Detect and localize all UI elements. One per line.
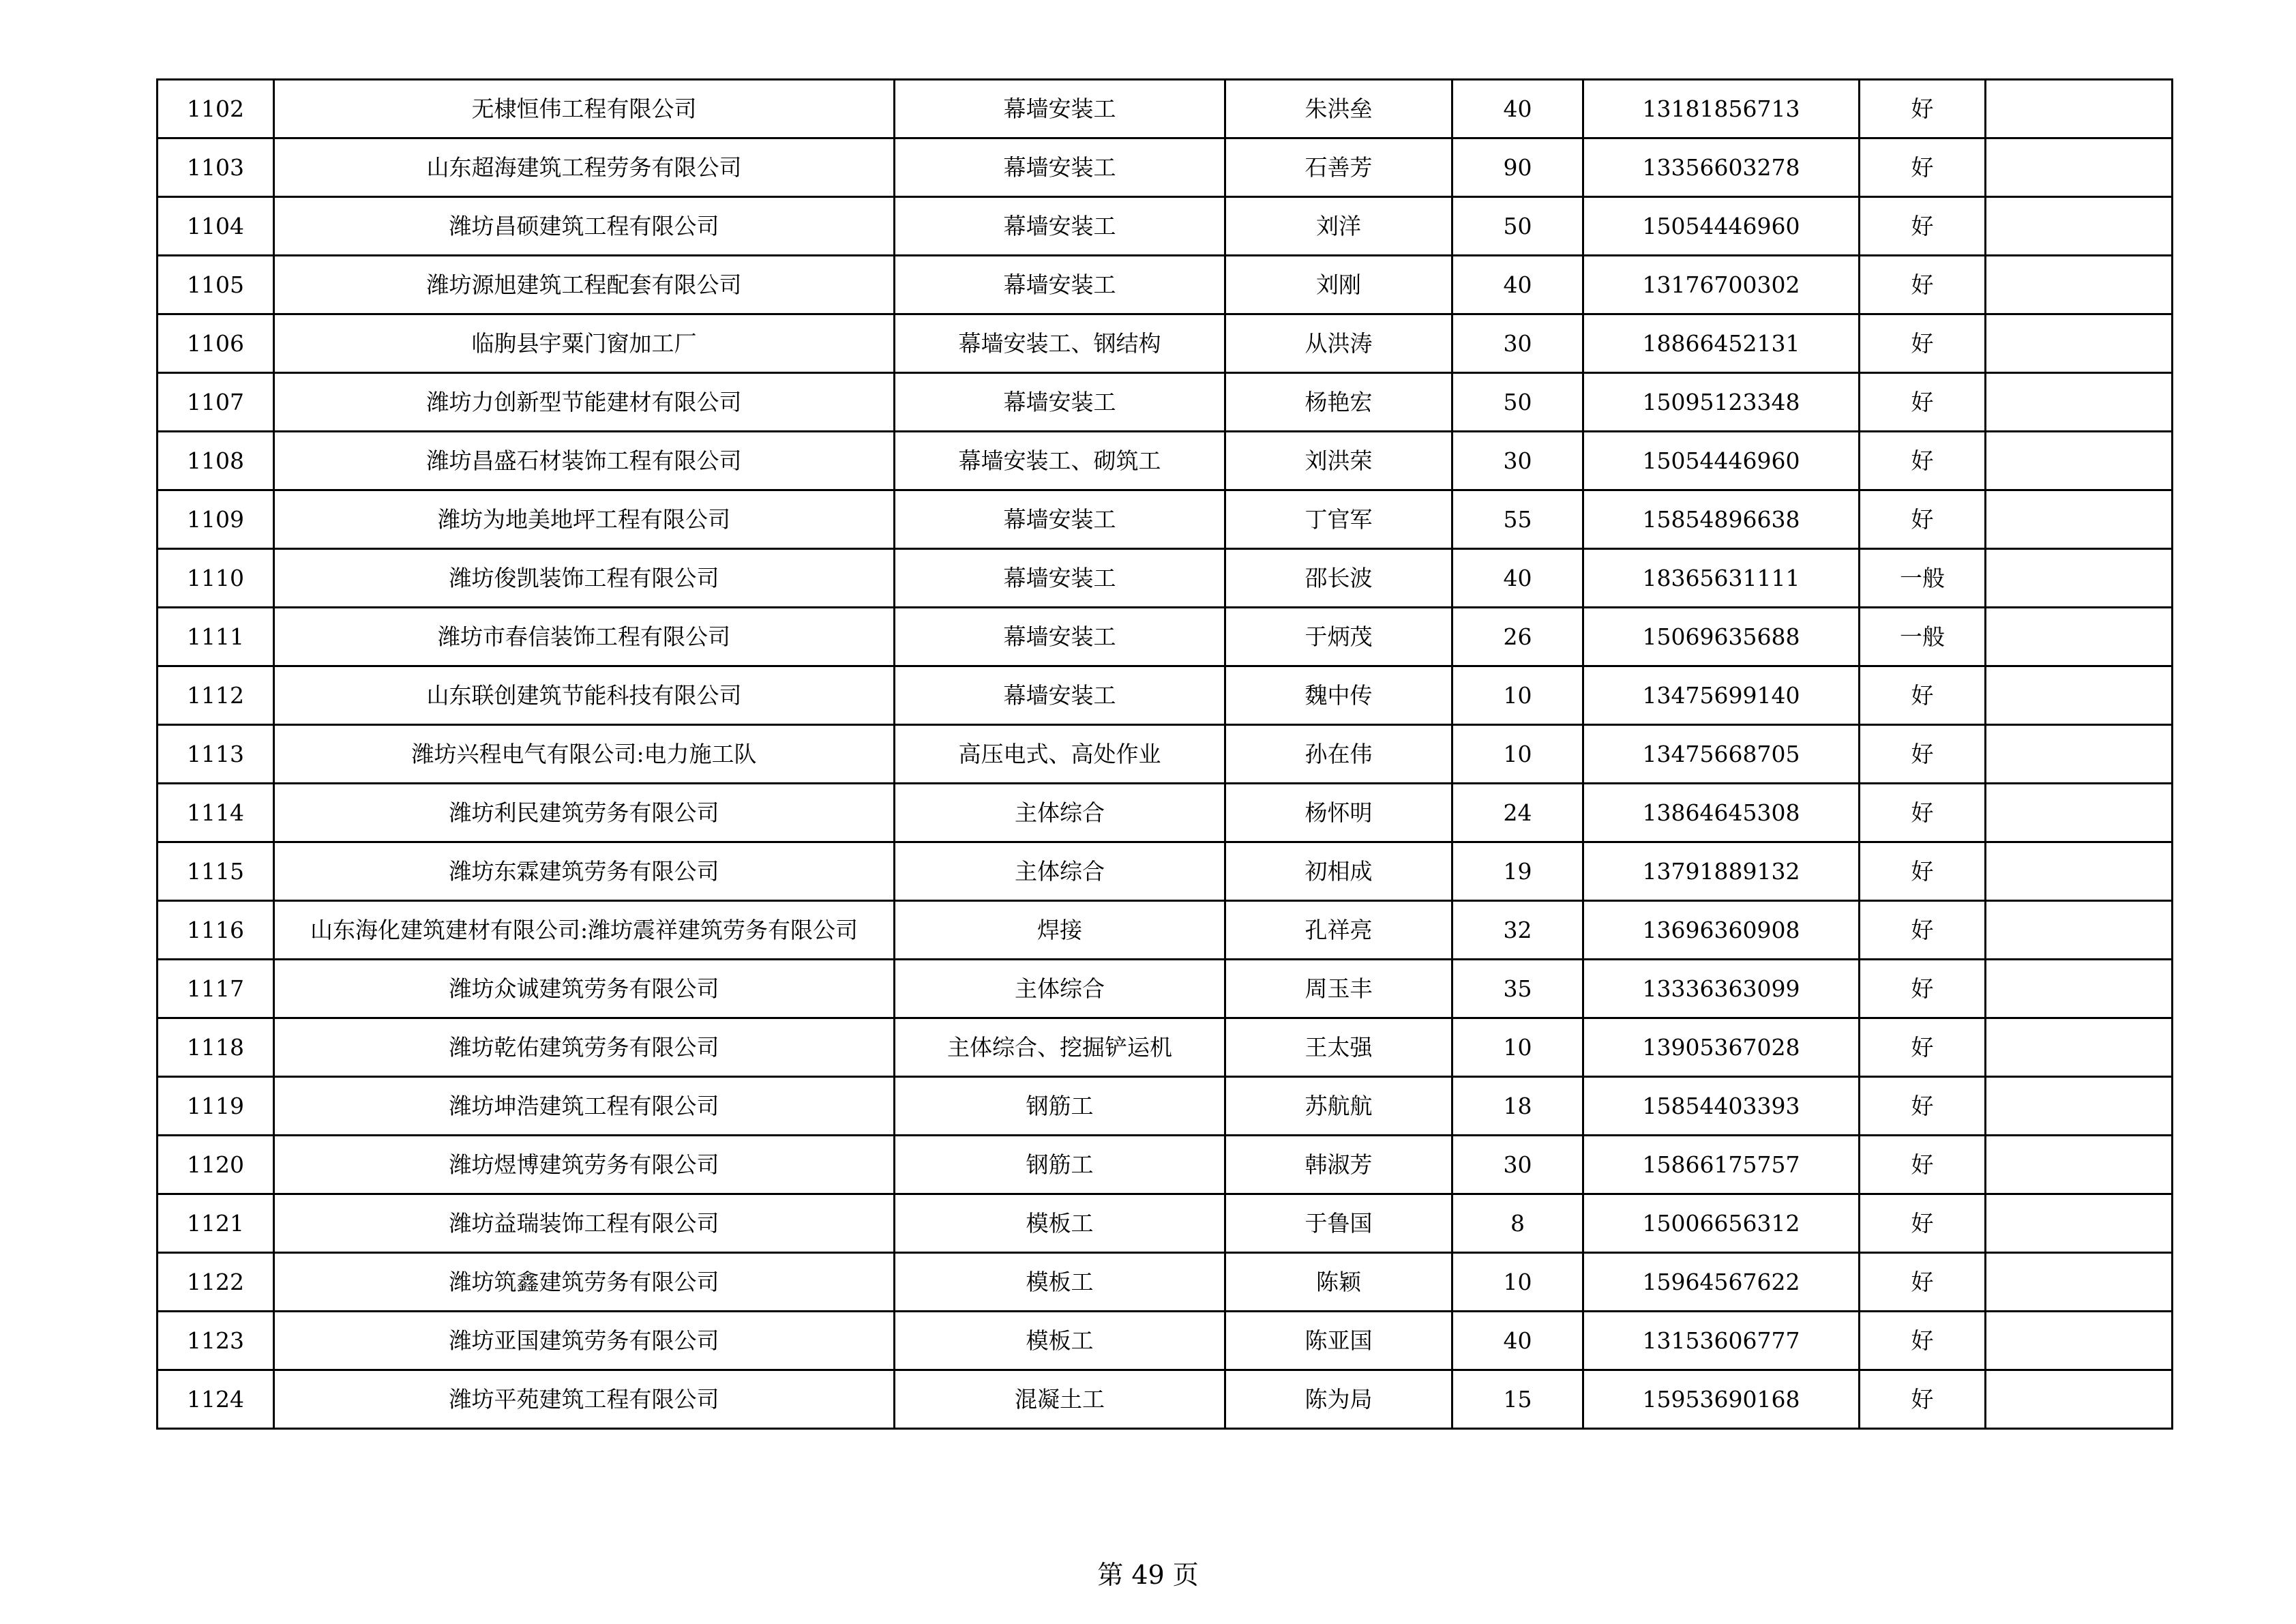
row-number-cell: 1122: [158, 1253, 274, 1312]
phone-number-cell: 15054446960: [1583, 197, 1860, 256]
contact-person-cell: 魏中传: [1225, 666, 1452, 725]
worker-count-cell: 10: [1452, 1253, 1583, 1312]
row-number-cell: 1106: [158, 314, 274, 373]
phone-number-cell: 13356603278: [1583, 138, 1860, 197]
remarks-cell: [1986, 80, 2173, 138]
contact-person-cell: 刘洋: [1225, 197, 1452, 256]
company-name-cell: 潍坊市春信装饰工程有限公司: [274, 608, 895, 666]
contact-person-cell: 邵长波: [1225, 549, 1452, 608]
remarks-cell: [1986, 549, 2173, 608]
rating-cell: 好: [1860, 1370, 1986, 1429]
worker-count-cell: 15: [1452, 1370, 1583, 1429]
table-row: [158, 725, 2173, 784]
phone-number-cell: 18866452131: [1583, 314, 1860, 373]
trade-type-cell: 主体综合: [895, 784, 1225, 842]
trade-type-cell: 幕墙安装工: [895, 197, 1225, 256]
company-name-cell: 临朐县宇粟门窗加工厂: [274, 314, 895, 373]
row-number-cell: 1102: [158, 80, 274, 138]
row-number-cell: 1113: [158, 725, 274, 784]
company-name-cell: 潍坊众诚建筑劳务有限公司: [274, 960, 895, 1018]
company-name-cell: 潍坊煜博建筑劳务有限公司: [274, 1136, 895, 1194]
rating-cell: 好: [1860, 1018, 1986, 1077]
table-row: [158, 138, 2173, 197]
trade-type-cell: 幕墙安装工: [895, 608, 1225, 666]
table-row: [158, 784, 2173, 842]
contact-person-cell: 于炳茂: [1225, 608, 1452, 666]
table-body: [158, 80, 2173, 1429]
contact-person-cell: 孔祥亮: [1225, 901, 1452, 960]
rating-cell: 一般: [1860, 608, 1986, 666]
rating-cell: 好: [1860, 314, 1986, 373]
rating-cell: 好: [1860, 784, 1986, 842]
worker-count-cell: 32: [1452, 901, 1583, 960]
remarks-cell: [1986, 1312, 2173, 1370]
phone-number-cell: 13864645308: [1583, 784, 1860, 842]
table-row: [158, 608, 2173, 666]
worker-count-cell: 90: [1452, 138, 1583, 197]
worker-count-cell: 30: [1452, 432, 1583, 490]
row-number-cell: 1114: [158, 784, 274, 842]
contact-person-cell: 刘洪荣: [1225, 432, 1452, 490]
company-name-cell: 潍坊昌盛石材装饰工程有限公司: [274, 432, 895, 490]
table-row: [158, 666, 2173, 725]
company-name-cell: 潍坊力创新型节能建材有限公司: [274, 373, 895, 432]
worker-count-cell: 40: [1452, 80, 1583, 138]
contact-person-cell: 刘刚: [1225, 256, 1452, 314]
company-name-cell: 潍坊利民建筑劳务有限公司: [274, 784, 895, 842]
remarks-cell: [1986, 490, 2173, 549]
row-number-cell: 1119: [158, 1077, 274, 1136]
worker-count-cell: 50: [1452, 197, 1583, 256]
phone-number-cell: 15054446960: [1583, 432, 1860, 490]
contact-person-cell: 朱洪垒: [1225, 80, 1452, 138]
phone-number-cell: 13176700302: [1583, 256, 1860, 314]
trade-type-cell: 主体综合、挖掘铲运机: [895, 1018, 1225, 1077]
table-row: [158, 1077, 2173, 1136]
trade-type-cell: 主体综合: [895, 960, 1225, 1018]
company-name-cell: 无棣恒伟工程有限公司: [274, 80, 895, 138]
worker-count-cell: 26: [1452, 608, 1583, 666]
contact-person-cell: 周玉丰: [1225, 960, 1452, 1018]
company-name-cell: 潍坊东霖建筑劳务有限公司: [274, 842, 895, 901]
phone-number-cell: 13475699140: [1583, 666, 1860, 725]
table-row: [158, 1136, 2173, 1194]
table-row: [158, 842, 2173, 901]
contact-person-cell: 陈为局: [1225, 1370, 1452, 1429]
phone-number-cell: 13791889132: [1583, 842, 1860, 901]
trade-type-cell: 幕墙安装工: [895, 373, 1225, 432]
row-number-cell: 1123: [158, 1312, 274, 1370]
rating-cell: 好: [1860, 80, 1986, 138]
remarks-cell: [1986, 1370, 2173, 1429]
remarks-cell: [1986, 256, 2173, 314]
row-number-cell: 1109: [158, 490, 274, 549]
rating-cell: 好: [1860, 901, 1986, 960]
company-name-cell: 山东海化建筑建材有限公司:潍坊震祥建筑劳务有限公司: [274, 901, 895, 960]
worker-count-cell: 8: [1452, 1194, 1583, 1253]
phone-number-cell: 15953690168: [1583, 1370, 1860, 1429]
phone-number-cell: 15854403393: [1583, 1077, 1860, 1136]
worker-count-cell: 10: [1452, 725, 1583, 784]
trade-type-cell: 幕墙安装工: [895, 256, 1225, 314]
phone-number-cell: 15095123348: [1583, 373, 1860, 432]
rating-cell: 好: [1860, 1077, 1986, 1136]
rating-cell: 好: [1860, 1312, 1986, 1370]
rating-cell: 好: [1860, 666, 1986, 725]
company-name-cell: 山东超海建筑工程劳务有限公司: [274, 138, 895, 197]
trade-type-cell: 主体综合: [895, 842, 1225, 901]
remarks-cell: [1986, 842, 2173, 901]
phone-number-cell: 18365631111: [1583, 549, 1860, 608]
company-name-cell: 潍坊平苑建筑工程有限公司: [274, 1370, 895, 1429]
company-name-cell: 潍坊坤浩建筑工程有限公司: [274, 1077, 895, 1136]
company-name-cell: 潍坊乾佑建筑劳务有限公司: [274, 1018, 895, 1077]
phone-number-cell: 15854896638: [1583, 490, 1860, 549]
worker-count-cell: 30: [1452, 314, 1583, 373]
row-number-cell: 1112: [158, 666, 274, 725]
worker-count-cell: 40: [1452, 256, 1583, 314]
trade-type-cell: 混凝土工: [895, 1370, 1225, 1429]
table-row: [158, 1253, 2173, 1312]
row-number-cell: 1120: [158, 1136, 274, 1194]
table-row: [158, 1018, 2173, 1077]
table-row: [158, 549, 2173, 608]
remarks-cell: [1986, 725, 2173, 784]
worker-count-cell: 35: [1452, 960, 1583, 1018]
worker-count-cell: 50: [1452, 373, 1583, 432]
row-number-cell: 1117: [158, 960, 274, 1018]
contact-person-cell: 陈亚国: [1225, 1312, 1452, 1370]
remarks-cell: [1986, 1194, 2173, 1253]
rating-cell: 一般: [1860, 549, 1986, 608]
phone-number-cell: 13905367028: [1583, 1018, 1860, 1077]
rating-cell: 好: [1860, 197, 1986, 256]
rating-cell: 好: [1860, 138, 1986, 197]
row-number-cell: 1121: [158, 1194, 274, 1253]
phone-number-cell: 13181856713: [1583, 80, 1860, 138]
trade-type-cell: 幕墙安装工: [895, 138, 1225, 197]
remarks-cell: [1986, 901, 2173, 960]
trade-type-cell: 模板工: [895, 1312, 1225, 1370]
remarks-cell: [1986, 314, 2173, 373]
company-name-cell: 潍坊益瑞装饰工程有限公司: [274, 1194, 895, 1253]
trade-type-cell: 模板工: [895, 1194, 1225, 1253]
contact-person-cell: 孙在伟: [1225, 725, 1452, 784]
phone-number-cell: 13336363099: [1583, 960, 1860, 1018]
rating-cell: 好: [1860, 1253, 1986, 1312]
trade-type-cell: 幕墙安装工、砌筑工: [895, 432, 1225, 490]
rating-cell: 好: [1860, 256, 1986, 314]
company-name-cell: 潍坊昌硕建筑工程有限公司: [274, 197, 895, 256]
row-number-cell: 1107: [158, 373, 274, 432]
remarks-cell: [1986, 960, 2173, 1018]
table-row: [158, 197, 2173, 256]
phone-number-cell: 13153606777: [1583, 1312, 1860, 1370]
contact-person-cell: 杨怀明: [1225, 784, 1452, 842]
rating-cell: 好: [1860, 725, 1986, 784]
table-row: [158, 490, 2173, 549]
row-number-cell: 1110: [158, 549, 274, 608]
company-name-cell: 潍坊兴程电气有限公司:电力施工队: [274, 725, 895, 784]
table-row: [158, 1194, 2173, 1253]
contact-person-cell: 王太强: [1225, 1018, 1452, 1077]
contact-person-cell: 韩淑芳: [1225, 1136, 1452, 1194]
rating-cell: 好: [1860, 432, 1986, 490]
worker-count-cell: 40: [1452, 549, 1583, 608]
worker-count-cell: 24: [1452, 784, 1583, 842]
remarks-cell: [1986, 608, 2173, 666]
remarks-cell: [1986, 373, 2173, 432]
table-row: [158, 432, 2173, 490]
trade-type-cell: 幕墙安装工: [895, 80, 1225, 138]
company-name-cell: 山东联创建筑节能科技有限公司: [274, 666, 895, 725]
row-number-cell: 1116: [158, 901, 274, 960]
worker-count-cell: 55: [1452, 490, 1583, 549]
worker-count-cell: 19: [1452, 842, 1583, 901]
company-name-cell: 潍坊俊凯装饰工程有限公司: [274, 549, 895, 608]
contact-person-cell: 丁官军: [1225, 490, 1452, 549]
rating-cell: 好: [1860, 1136, 1986, 1194]
rating-cell: 好: [1860, 960, 1986, 1018]
row-number-cell: 1115: [158, 842, 274, 901]
phone-number-cell: 15866175757: [1583, 1136, 1860, 1194]
remarks-cell: [1986, 138, 2173, 197]
contact-person-cell: 初相成: [1225, 842, 1452, 901]
rating-cell: 好: [1860, 373, 1986, 432]
row-number-cell: 1104: [158, 197, 274, 256]
contact-person-cell: 杨艳宏: [1225, 373, 1452, 432]
remarks-cell: [1986, 432, 2173, 490]
table-row: [158, 1370, 2173, 1429]
table-row: [158, 314, 2173, 373]
remarks-cell: [1986, 784, 2173, 842]
table-row: [158, 373, 2173, 432]
contact-person-cell: 陈颖: [1225, 1253, 1452, 1312]
remarks-cell: [1986, 666, 2173, 725]
trade-type-cell: 幕墙安装工: [895, 549, 1225, 608]
remarks-cell: [1986, 1136, 2173, 1194]
company-name-cell: 潍坊亚国建筑劳务有限公司: [274, 1312, 895, 1370]
remarks-cell: [1986, 1077, 2173, 1136]
row-number-cell: 1108: [158, 432, 274, 490]
worker-count-cell: 18: [1452, 1077, 1583, 1136]
remarks-cell: [1986, 197, 2173, 256]
trade-type-cell: 钢筋工: [895, 1136, 1225, 1194]
phone-number-cell: 15006656312: [1583, 1194, 1860, 1253]
table-row: [158, 901, 2173, 960]
contact-person-cell: 石善芳: [1225, 138, 1452, 197]
rating-cell: 好: [1860, 490, 1986, 549]
phone-number-cell: 13696360908: [1583, 901, 1860, 960]
trade-type-cell: 模板工: [895, 1253, 1225, 1312]
table-row: [158, 1312, 2173, 1370]
trade-type-cell: 幕墙安装工: [895, 666, 1225, 725]
row-number-cell: 1105: [158, 256, 274, 314]
phone-number-cell: 13475668705: [1583, 725, 1860, 784]
table-row: [158, 256, 2173, 314]
trade-type-cell: 钢筋工: [895, 1077, 1225, 1136]
trade-type-cell: 高压电式、高处作业: [895, 725, 1225, 784]
remarks-cell: [1986, 1253, 2173, 1312]
row-number-cell: 1124: [158, 1370, 274, 1429]
worker-count-cell: 40: [1452, 1312, 1583, 1370]
worker-count-cell: 10: [1452, 666, 1583, 725]
trade-type-cell: 幕墙安装工: [895, 490, 1225, 549]
table-row: [158, 80, 2173, 138]
worker-count-cell: 30: [1452, 1136, 1583, 1194]
company-name-cell: 潍坊源旭建筑工程配套有限公司: [274, 256, 895, 314]
worker-registry-table: [156, 78, 2171, 1430]
remarks-cell: [1986, 1018, 2173, 1077]
row-number-cell: 1103: [158, 138, 274, 197]
phone-number-cell: 15069635688: [1583, 608, 1860, 666]
phone-number-cell: 15964567622: [1583, 1253, 1860, 1312]
company-name-cell: 潍坊为地美地坪工程有限公司: [274, 490, 895, 549]
contact-person-cell: 苏航航: [1225, 1077, 1452, 1136]
contact-person-cell: 从洪涛: [1225, 314, 1452, 373]
rating-cell: 好: [1860, 1194, 1986, 1253]
page-number: 第 49 页: [1097, 1560, 1199, 1590]
trade-type-cell: 焊接: [895, 901, 1225, 960]
row-number-cell: 1118: [158, 1018, 274, 1077]
worker-count-cell: 10: [1452, 1018, 1583, 1077]
trade-type-cell: 幕墙安装工、钢结构: [895, 314, 1225, 373]
contact-person-cell: 于鲁国: [1225, 1194, 1452, 1253]
table-row: [158, 960, 2173, 1018]
company-name-cell: 潍坊筑鑫建筑劳务有限公司: [274, 1253, 895, 1312]
rating-cell: 好: [1860, 842, 1986, 901]
row-number-cell: 1111: [158, 608, 274, 666]
